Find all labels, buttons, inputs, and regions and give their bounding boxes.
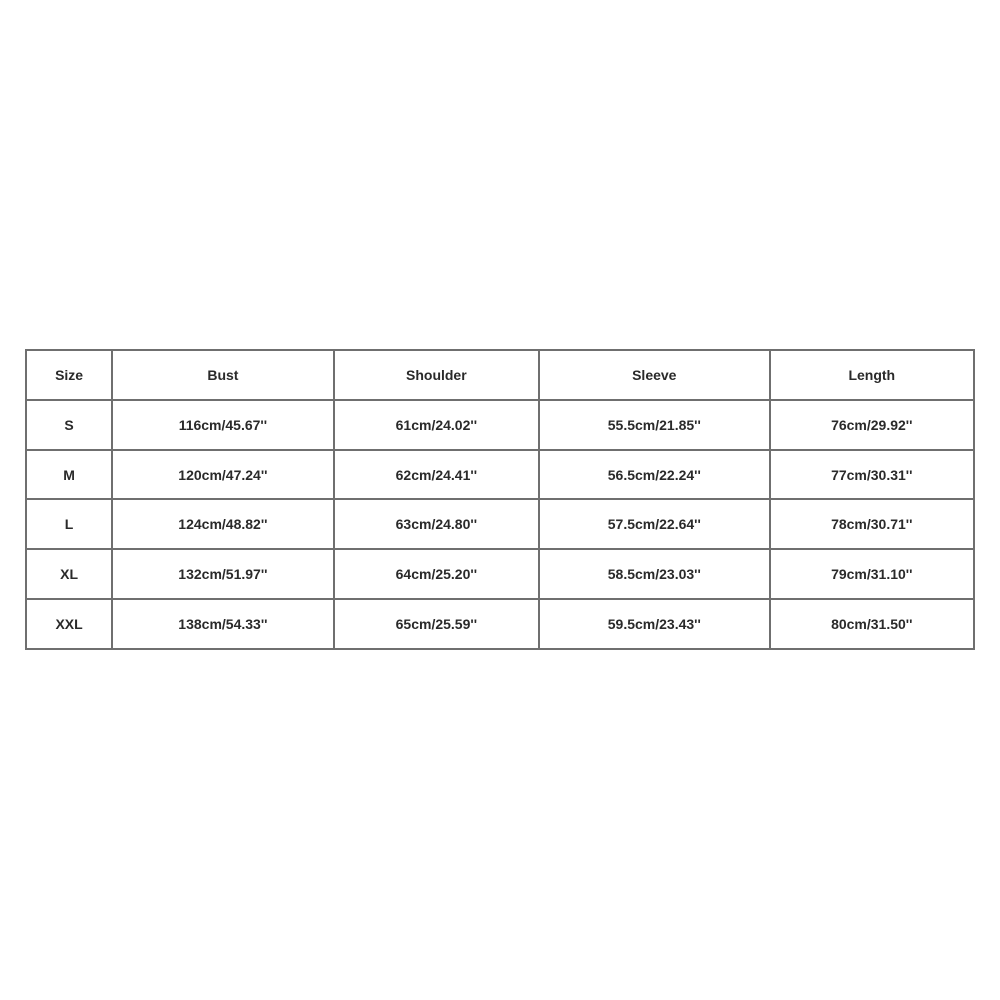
cell-shoulder: 61cm/24.02'' (334, 400, 539, 450)
cell-bust: 138cm/54.33'' (112, 599, 333, 649)
cell-size: L (26, 499, 112, 549)
cell-length: 79cm/31.10'' (770, 549, 974, 599)
cell-bust: 116cm/45.67'' (112, 400, 333, 450)
cell-size: M (26, 450, 112, 500)
cell-shoulder: 64cm/25.20'' (334, 549, 539, 599)
cell-size: XXL (26, 599, 112, 649)
cell-length: 80cm/31.50'' (770, 599, 974, 649)
cell-shoulder: 62cm/24.41'' (334, 450, 539, 500)
header-bust: Bust (112, 350, 333, 400)
cell-bust: 124cm/48.82'' (112, 499, 333, 549)
table-row (26, 499, 974, 549)
header-sleeve: Sleeve (539, 350, 769, 400)
table-row (26, 599, 974, 649)
cell-sleeve: 56.5cm/22.24'' (539, 450, 769, 500)
size-chart-table (25, 349, 975, 650)
cell-size: S (26, 400, 112, 450)
cell-sleeve: 58.5cm/23.03'' (539, 549, 769, 599)
cell-length: 77cm/30.31'' (770, 450, 974, 500)
cell-length: 76cm/29.92'' (770, 400, 974, 450)
header-size: Size (26, 350, 112, 400)
cell-sleeve: 57.5cm/22.64'' (539, 499, 769, 549)
cell-sleeve: 59.5cm/23.43'' (539, 599, 769, 649)
header-length: Length (770, 350, 974, 400)
table-row (26, 400, 974, 450)
table-row (26, 549, 974, 599)
cell-shoulder: 65cm/25.59'' (334, 599, 539, 649)
cell-bust: 120cm/47.24'' (112, 450, 333, 500)
table-header-row (26, 350, 974, 400)
cell-length: 78cm/30.71'' (770, 499, 974, 549)
cell-sleeve: 55.5cm/21.85'' (539, 400, 769, 450)
table-row (26, 450, 974, 500)
header-shoulder: Shoulder (334, 350, 539, 400)
cell-bust: 132cm/51.97'' (112, 549, 333, 599)
cell-shoulder: 63cm/24.80'' (334, 499, 539, 549)
cell-size: XL (26, 549, 112, 599)
